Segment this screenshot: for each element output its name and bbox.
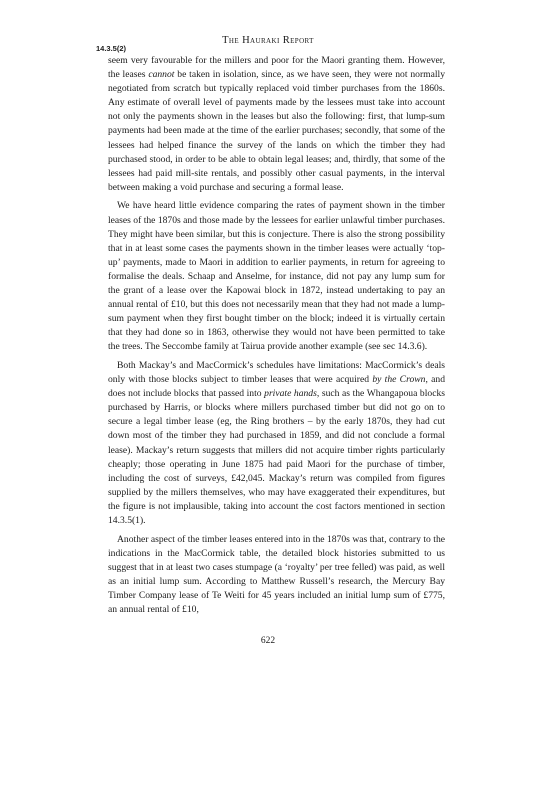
paragraph (108, 199, 445, 354)
section-reference: 14.3.5(2) (96, 44, 127, 53)
running-title: The Hauraki Report (222, 35, 314, 46)
paragraph-text: , such as the Whangapoua blocks purchased by Harris, or blocks where millers purchased timber but did not go on to secure a legal timber lease (eg, the Ring brothers – by the early 1870s, they had cut down most of the timber they had purchased in 1859, and did not conclude a formal lease). Mackay’s return suggests that millers did not acquire timber rights particularly cheaply; those operating in June 1875 had paid Maori for the purchase of timber, including the cost of surveys, £42,045. Mackay’s return was compiled from figures supplied by the millers themselves, who may have exaggerated their expenditures, but the figure is not implausible, taking into account the cost factors mentioned in section 14.3.5(1). (108, 388, 445, 526)
paragraph-text: , and does not include blocks that passed into (108, 374, 445, 400)
paragraph-text: Another aspect of the timber leases entered into in the 1870s was that, contrary to the indications in the MacCormick table, the detailed block histories submitted to us suggest that in at least two cases stumpage (a ‘royalty’ per tree felled) was paid, as well as an initial lump sum. According to Matthew Russell’s research, the Mercury Bay Timber Company lease of Te Weiti for 45 years included an initial lump sum of £775, an annual rental of £10, (108, 533, 445, 616)
paragraph-text: be taken in isolation, since, as we have seen, they were not normally negotiated from scratch but typically replaced void timber purchases from the 1860s. Any estimate of overall level of payments made by the lessees must take into account not only the payments shown in the leases but also the following: first, that lump-sum payments had been made at the time of the earlier purchases; secondly, that some of the lessees had helped finance the survey of the lands on which the timber they had purchased stood, in order to be able to obtain legal leases; and, thirdly, that some of the lessees had paid mill-site rentals, and possibly other casual payments, in the interval between making a void purchase and securing a formal lease. (108, 69, 445, 193)
paragraph (108, 54, 445, 195)
italic-text: private hands (264, 388, 317, 400)
paragraph-text: We have heard little evidence comparing the rates of payment shown in the timber leases of the 1870s and those made by the lessees for earlier unlawful timber purchases. They might have been similar, but this is conjecture. There is also the strong possibility that in at least some cases the payments shown in the timber leases were actually ‘top-up’ payments, made to Maori in addition to earlier payments, in return for agreeing to formalise the deals. Schaap and Anselme, for instance, did not pay any lump sum for the grant of a lease over the Kapowai block in 1872, instead undertaking to pay an annual rental of £10, but this does not necessarily mean that they had not made a lump-sum payment when they first bought timber on the block; indeed it is virtually certain that they had done so in 1863, otherwise they would not have been permitted to take the trees. The Seccombe family at Tairua provide another example (see sec 14.3.6). (108, 200, 446, 353)
body-text (108, 54, 445, 622)
page-number: 622 (260, 636, 276, 646)
paragraph (108, 533, 445, 618)
paragraph-text: Both Mackay’s and MacCormick’s schedules have limitations: MacCormick’s deals only with those blocks subject to timber leases that were acquired (108, 359, 445, 386)
italic-text: cannot (148, 69, 175, 81)
italic-text: by the Crown (372, 374, 426, 386)
paragraph-text: seem very favourable for the millers and poor for the Maori granting them. However, the leases (108, 55, 445, 81)
paragraph (108, 359, 445, 528)
